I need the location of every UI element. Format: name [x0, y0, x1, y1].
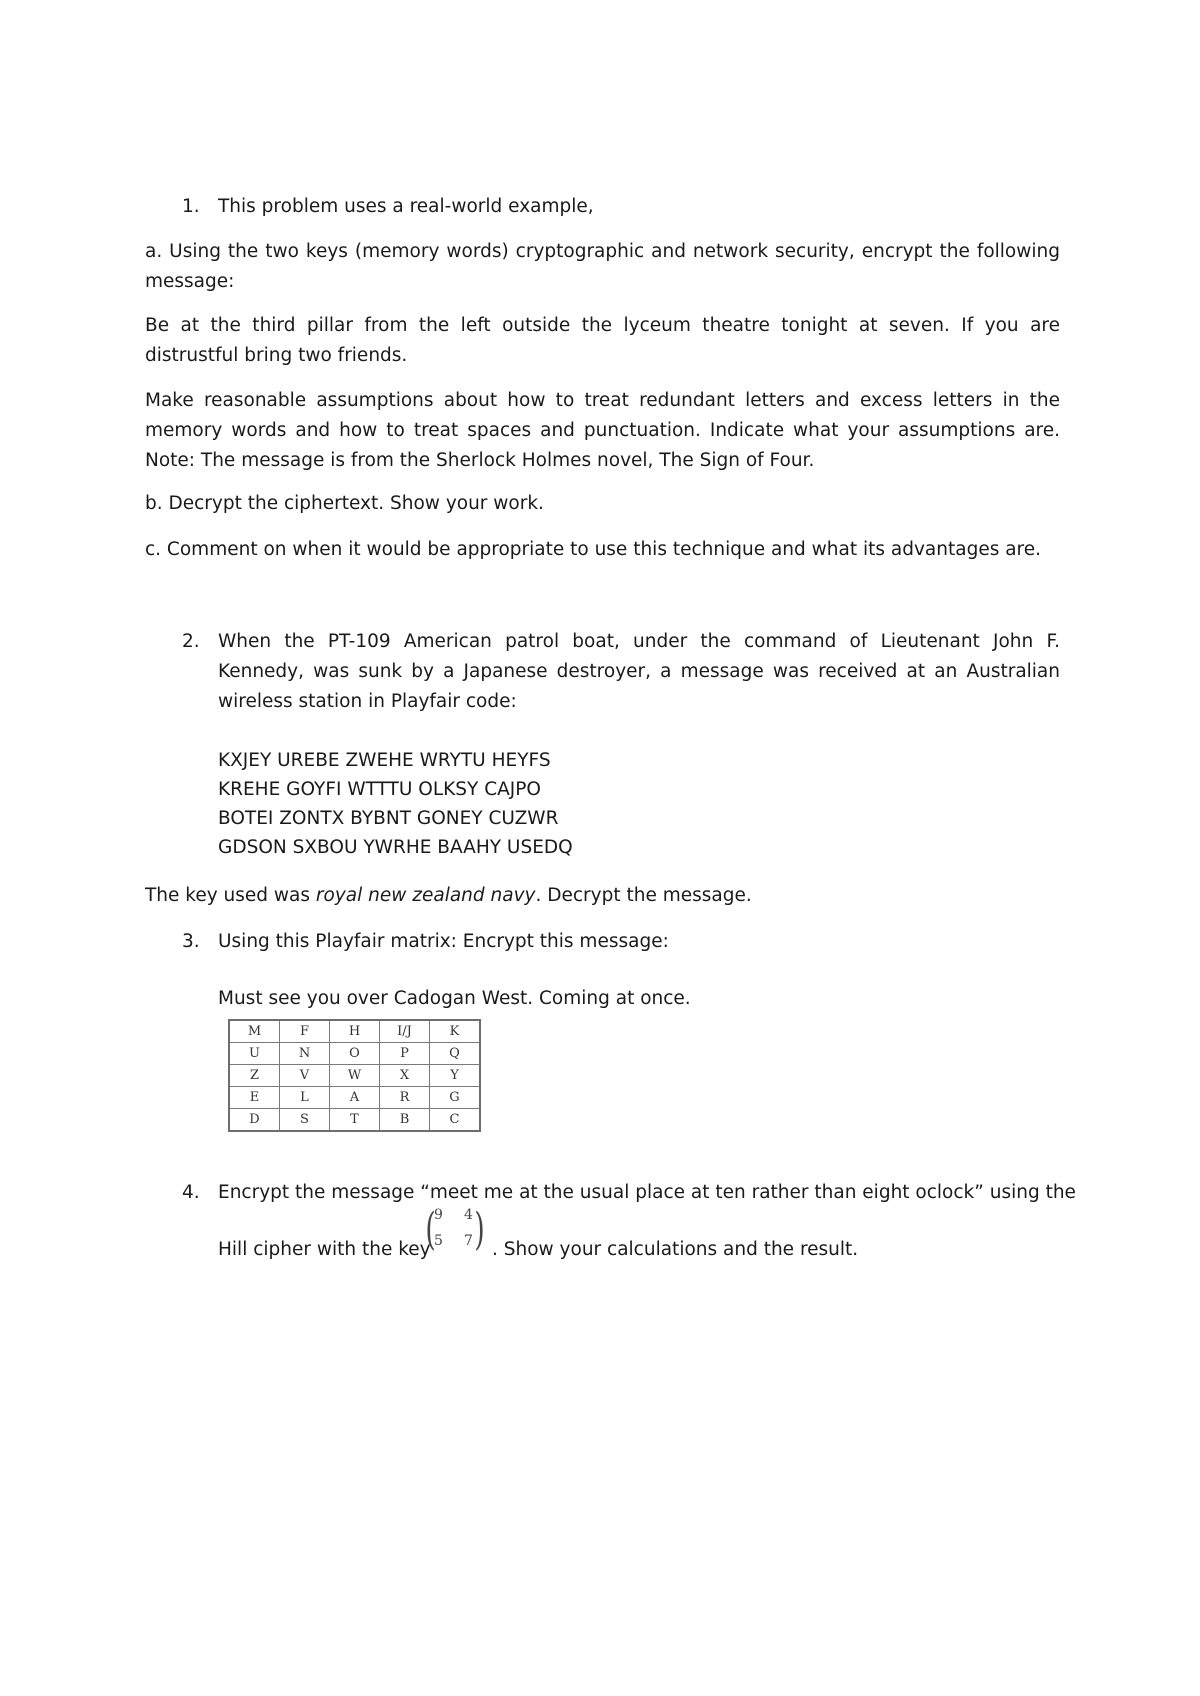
- matrix-cell: H: [330, 1020, 380, 1043]
- key-a: 9: [434, 1207, 443, 1223]
- q2-key-line: [145, 881, 1060, 911]
- matrix-row: [229, 1087, 480, 1109]
- q2-key-prefix: The key used was: [145, 885, 316, 906]
- q1-intro: This problem uses a real-world example,: [218, 196, 594, 217]
- q2-ciphertext: [218, 746, 573, 862]
- matrix-cell: D: [229, 1109, 280, 1132]
- matrix-cell: P: [380, 1043, 430, 1065]
- q1-part-a: a. Using the two keys (memory words) cryptographic and network security, encrypt the following message:: [145, 241, 1060, 292]
- matrix-cell: I/J: [380, 1020, 430, 1043]
- q3-number: 3.: [182, 931, 200, 952]
- matrix-cell: R: [380, 1087, 430, 1109]
- cipher-line: BOTEI ZONTX BYBNT GONEY CUZWR: [218, 808, 559, 829]
- matrix-cell: Y: [430, 1065, 481, 1087]
- right-paren-icon: ): [474, 1204, 485, 1255]
- q4-line2-prefix: Hill cipher with the key: [218, 1239, 431, 1260]
- q1-message: Be at the third pillar from the left outside the lyceum theatre tonight at seven. If you are distrustful bring two friends.: [145, 315, 1060, 366]
- matrix-row: [229, 1043, 480, 1065]
- matrix-cell: W: [330, 1065, 380, 1087]
- q1-part-c: c. Comment on when it would be appropriate to use this technique and what its advantages are.: [145, 539, 1042, 560]
- q3-text: Using this Playfair matrix: Encrypt this message:: [218, 931, 669, 952]
- left-paren-icon: (: [425, 1204, 436, 1255]
- q4-number: 4.: [182, 1182, 200, 1203]
- matrix-cell: X: [380, 1065, 430, 1087]
- q1-number: 1.: [182, 196, 200, 217]
- cipher-line: GDSON SXBOU YWRHE BAAHY USEDQ: [218, 837, 573, 858]
- matrix-cell: S: [280, 1109, 330, 1132]
- cipher-line: KREHE GOYFI WTTTU OLKSY CAJPO: [218, 779, 541, 800]
- q2-number: 2.: [182, 631, 200, 652]
- playfair-matrix: [228, 1019, 481, 1132]
- matrix-row: [229, 1109, 480, 1132]
- matrix-cell: O: [330, 1043, 380, 1065]
- q1-part-b: b. Decrypt the ciphertext. Show your work.: [145, 493, 544, 514]
- matrix-cell: U: [229, 1043, 280, 1065]
- key-c: 5: [434, 1233, 443, 1249]
- q4-line1: Encrypt the message “meet me at the usual place at ten rather than eight oclock” using the: [218, 1182, 1076, 1203]
- matrix-cell: T: [330, 1109, 380, 1132]
- cipher-line: KXJEY UREBE ZWEHE WRYTU HEYFS: [218, 750, 551, 771]
- matrix-row: [229, 1020, 480, 1043]
- matrix-cell: L: [280, 1087, 330, 1109]
- matrix-cell: K: [430, 1020, 481, 1043]
- q2-key-suffix: . Decrypt the message.: [535, 885, 752, 906]
- matrix-cell: Z: [229, 1065, 280, 1087]
- q3-message: Must see you over Cadogan West. Coming at once.: [218, 988, 691, 1009]
- matrix-cell: B: [380, 1109, 430, 1132]
- key-d: 7: [464, 1233, 473, 1249]
- matrix-cell: C: [430, 1109, 481, 1132]
- matrix-cell: A: [330, 1087, 380, 1109]
- q2-text: When the PT-109 American patrol boat, under the command of Lieutenant John F. Kennedy, was sunk by a Japanese destroyer, a message was received at an Australian wireless station in Playfair code:: [218, 631, 1060, 712]
- matrix-cell: V: [280, 1065, 330, 1087]
- matrix-cell: F: [280, 1020, 330, 1043]
- matrix-cell: E: [229, 1087, 280, 1109]
- matrix-cell: N: [280, 1043, 330, 1065]
- matrix-cell: G: [430, 1087, 481, 1109]
- matrix-row: [229, 1065, 480, 1087]
- key-b: 4: [464, 1207, 473, 1223]
- q2-key: royal new zealand navy: [315, 885, 536, 906]
- matrix-cell: Q: [430, 1043, 481, 1065]
- q1-assumptions: Make reasonable assumptions about how to treat redundant letters and excess letters in the memory words and how to treat spaces and punctuation. Indicate what your assumptions are. Note: The message is from the Sherlock Holmes novel, The Sign of Four.: [145, 390, 1060, 471]
- hill-key-matrix: [425, 1204, 490, 1261]
- q4-line2-suffix: . Show your calculations and the result.: [492, 1239, 859, 1260]
- matrix-cell: M: [229, 1020, 280, 1043]
